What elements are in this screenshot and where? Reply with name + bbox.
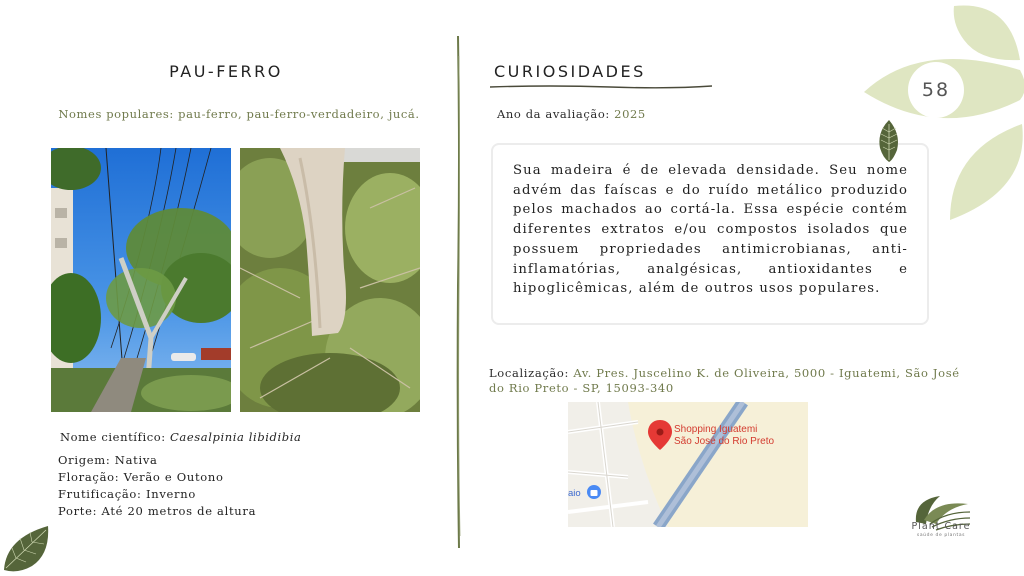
title-underline (490, 84, 712, 90)
location-map[interactable] (568, 402, 808, 527)
location-address: Av. Pres. Juscelino K. de Oliveira, 5000 - Iguatemi, São José do Rio Preto - SP, 15093-340 (489, 366, 960, 395)
map-side-label: aio (568, 488, 581, 499)
location-label: Localização: (489, 366, 570, 380)
popular-names-label: Nomes populares: (58, 107, 174, 121)
fact-flowering: Floração: Verão e Outono (58, 470, 224, 484)
fact-origin: Origem: Nativa (58, 453, 158, 467)
year-value: 2025 (614, 107, 646, 121)
evaluation-year (497, 107, 646, 121)
logo-tagline: saúde de plantas (916, 533, 966, 538)
popular-names-value: pau-ferro, pau-ferro-verdadeiro, jucá. (178, 107, 420, 121)
fact-size: Porte: Até 20 metros de altura (58, 504, 257, 518)
scientific-value: Caesalpinia libidibia (170, 430, 302, 444)
species-facts (58, 452, 256, 520)
fact-fruiting: Frutificação: Inverno (58, 487, 196, 501)
scientific-name (60, 430, 302, 444)
species-title: PAU-FERRO (169, 62, 283, 81)
corner-leaf-icon (2, 524, 52, 572)
map-pin-label-2: São José do Rio Preto (674, 436, 775, 447)
year-label: Ano da avaliação: (497, 107, 610, 121)
scientific-label: Nome científico: (60, 430, 166, 444)
popular-names (0, 107, 478, 121)
logo-name: Plant Care (911, 521, 971, 532)
tree-trunk-photo (240, 148, 420, 412)
small-leaf-icon (877, 120, 901, 162)
location (489, 366, 979, 396)
page-number: 58 (908, 62, 964, 118)
column-divider (454, 36, 464, 548)
curiosities-title: CURIOSIDADES (494, 62, 646, 81)
curiosities-text: Sua madeira é de elevada densidade. Seu nome advém das faíscas e do ruído metálico produzido pelos machados ao cortá-la. Essa espécie contém diferentes extratos e/ou compostos isolados que possuem propriedades antimicrobianas, anti-inflamatórias, analgésicas, antioxidantes e hipoglicêmicas, além de outros usos populares. (513, 163, 908, 297)
tree-street-photo (51, 148, 231, 412)
map-pin-label-1: Shopping Iguatemi (674, 424, 758, 435)
